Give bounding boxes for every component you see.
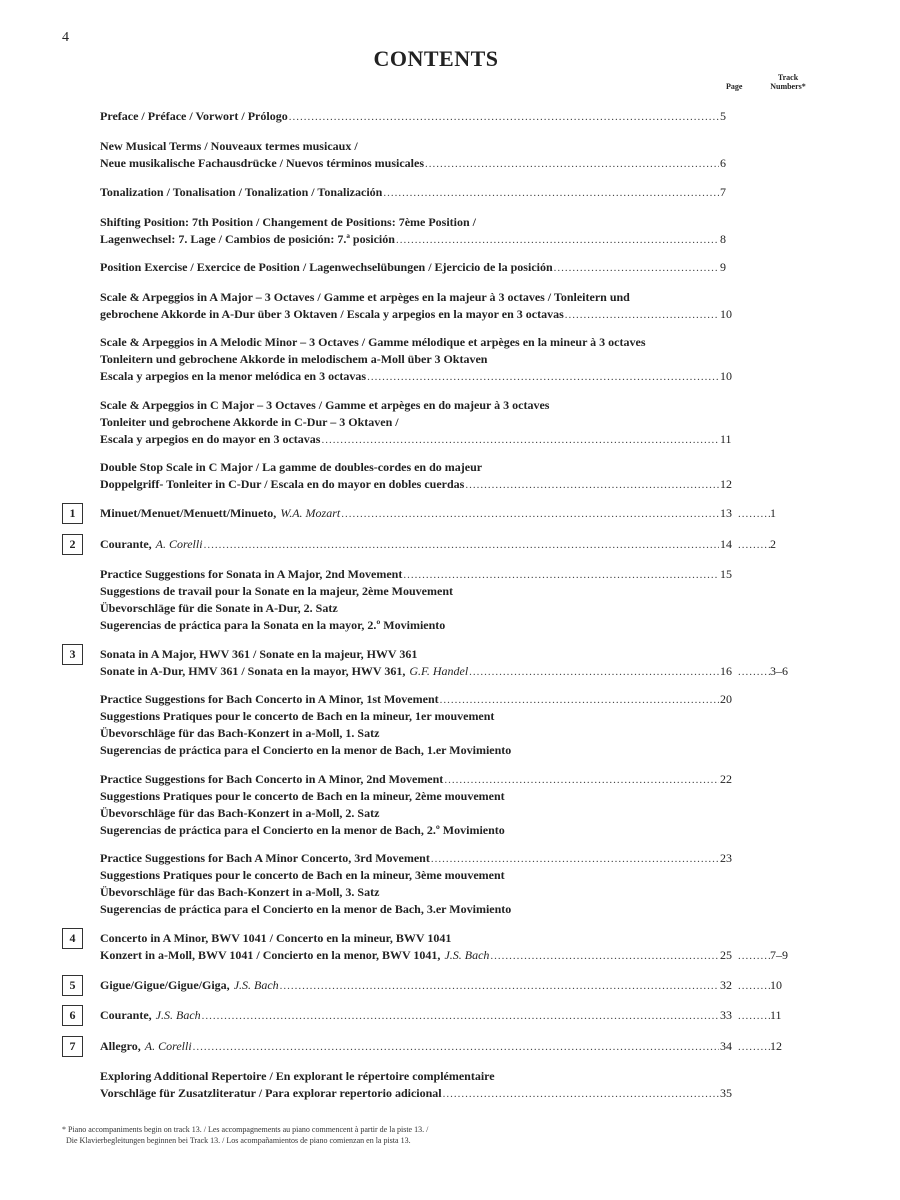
track-leader-dots <box>738 978 770 995</box>
entry-title-line: Suggestions Pratiques pour le concerto de Bach en la mineur, 2ème mouvement <box>100 789 505 803</box>
page-ref: 35 <box>720 1086 732 1100</box>
page-ref: 22 <box>720 772 732 786</box>
toc-entry[interactable] <box>100 184 792 201</box>
track-leader-dots <box>738 948 770 965</box>
leader-dots <box>443 1086 719 1103</box>
entry-title-line: Übevorschläge für das Bach-Konzert in a-Moll, 3. Satz <box>100 885 380 899</box>
page-ref: 16 <box>720 664 732 678</box>
page-ref: 9 <box>720 260 726 274</box>
entry-title-line: Courante, <box>100 537 152 551</box>
entry-title-line: Suggestions de travail pour la Sonate en la majeur, 2ème Mouvement <box>100 584 453 598</box>
toc-entry[interactable] <box>100 505 792 522</box>
toc-entry[interactable] <box>100 850 792 918</box>
leader-dots <box>202 1008 719 1025</box>
entry-title-line: Exploring Additional Repertoire / En explorant le répertoire complémentaire <box>100 1069 495 1083</box>
entry-title-line: Sugerencias de práctica para la Sonata en la mayor, 2.º Movimiento <box>100 618 446 632</box>
page-ref: 15 <box>720 567 732 581</box>
toc-entry[interactable] <box>100 1007 792 1024</box>
toc-entry[interactable] <box>100 1038 792 1055</box>
track-leader-dots <box>738 506 770 523</box>
page-ref: 33 <box>720 1008 732 1022</box>
entry-title-line: Sugerencias de práctica para el Concierto en la menor de Bach, 3.er Movimiento <box>100 902 512 916</box>
entry-title-line: Tonleiter und gebrochene Akkorde in C-Dur – 3 Oktaven / <box>100 415 399 429</box>
toc-entry[interactable] <box>100 459 792 493</box>
column-header-track-line2: Numbers* <box>770 82 806 91</box>
column-header-track-line1: Track <box>777 73 799 82</box>
entry-title-line: Minuet/Menuet/Menuett/Minueto, <box>100 506 277 520</box>
composer-name: J.S. Bach <box>233 978 279 992</box>
footnote-line: Die Klavierbegleitungen beginnen bei Track 13. / Los acompañamientos de piano comienzan en la pista 13. <box>66 1136 411 1145</box>
leader-dots <box>465 477 719 494</box>
column-header-page: Page <box>726 82 743 91</box>
track-ref: 2 <box>770 537 776 551</box>
page-ref: 7 <box>720 185 726 199</box>
toc-entry[interactable] <box>100 108 792 125</box>
leader-dots <box>341 506 719 523</box>
entry-title-line: Practice Suggestions for Bach Concerto in A Minor, 1st Movement <box>100 692 439 706</box>
page-ref: 32 <box>720 978 732 992</box>
piece-number-box: 5 <box>62 975 83 996</box>
entry-title-line: Vorschläge für Zusatzliteratur / Para explorar repertorio adicional <box>100 1086 442 1100</box>
leader-dots <box>431 851 719 868</box>
page-ref: 34 <box>720 1039 732 1053</box>
footnote-line: * Piano accompaniments begin on track 13. / Les accompagnements au piano commencent à partir de la piste 13. / <box>62 1125 429 1134</box>
leader-dots <box>403 567 719 584</box>
entry-title-line: Übevorschläge für das Bach-Konzert in a-Moll, 1. Satz <box>100 726 380 740</box>
composer-name: J.S. Bach <box>444 948 490 962</box>
toc-entry[interactable] <box>100 691 792 759</box>
page-title: CONTENTS <box>373 46 499 71</box>
leader-dots <box>280 978 719 995</box>
entry-title-line: Practice Suggestions for Bach A Minor Concerto, 3rd Movement <box>100 851 430 865</box>
track-leader-dots <box>738 537 770 554</box>
entry-title-line: Tonalization / Tonalisation / Tonalization / Tonalización <box>100 185 383 199</box>
page-ref: 6 <box>720 156 726 170</box>
leader-dots <box>469 664 719 681</box>
entry-title-line: Preface / Préface / Vorwort / Prólogo <box>100 109 288 123</box>
entry-title-line: Scale & Arpeggios in A Major – 3 Octaves / Gamme et arpèges en la majeur à 3 octaves / Tonleitern und <box>100 290 630 304</box>
entry-title-line: gebrochene Akkorde in A-Dur über 3 Oktaven / Escala y arpegios en la mayor en 3 octavas <box>100 307 564 321</box>
toc-entry[interactable] <box>100 259 792 276</box>
entry-title-line: Doppelgriff- Tonleiter in C-Dur / Escala en do mayor en dobles cuerdas <box>100 477 465 491</box>
toc-entry[interactable] <box>100 1068 792 1102</box>
track-leader-dots <box>738 664 770 681</box>
piece-number-box: 3 <box>62 644 83 665</box>
composer-name: W.A. Mozart <box>280 506 341 520</box>
entry-title-line: Neue musikalische Fachausdrücke / Nuevos términos musicales <box>100 156 424 170</box>
track-ref: 12 <box>770 1039 782 1053</box>
leader-dots <box>383 185 719 202</box>
entry-title-line: Sonata in A Major, HWV 361 / Sonate en la majeur, HWV 361 <box>100 647 418 661</box>
footnote <box>62 1124 428 1146</box>
toc-entry[interactable] <box>100 397 792 448</box>
leader-dots <box>565 307 719 324</box>
page-ref: 25 <box>720 948 732 962</box>
column-header-track <box>764 73 812 91</box>
entry-title-line: Escala y arpegios en do mayor en 3 octavas <box>100 432 321 446</box>
entry-title-line: Sugerencias de práctica para el Concierto en la menor de Bach, 1.er Movimiento <box>100 743 512 757</box>
page-number: 4 <box>62 30 69 45</box>
entry-title-line: Practice Suggestions for Sonata in A Major, 2nd Movement <box>100 567 403 581</box>
toc-entry[interactable] <box>100 334 792 385</box>
entry-title-line: Scale & Arpeggios in A Melodic Minor – 3 Octaves / Gamme mélodique et arpèges en la mineur à 3 octaves <box>100 335 646 349</box>
track-leader-dots <box>738 1008 770 1025</box>
toc-entry[interactable] <box>100 214 792 248</box>
track-leader-dots <box>738 1039 770 1056</box>
page-ref: 12 <box>720 477 732 491</box>
toc-entry[interactable] <box>100 646 792 680</box>
piece-number-box: 6 <box>62 1005 83 1026</box>
entry-title-line: Allegro, <box>100 1039 141 1053</box>
entry-title-line: Position Exercise / Exercice de Position / Lagenwechselübungen / Ejercicio de la posición <box>100 260 553 274</box>
track-ref: 7–9 <box>770 948 788 962</box>
toc-entry[interactable] <box>100 566 792 634</box>
entry-title-line: Tonleitern und gebrochene Akkorde in melodischem a-Moll über 3 Oktaven <box>100 352 488 366</box>
piece-number-box: 2 <box>62 534 83 555</box>
piece-number-box: 1 <box>62 503 83 524</box>
composer-name: A. Corelli <box>155 537 203 551</box>
leader-dots <box>193 1039 719 1056</box>
entry-title-line: Practice Suggestions for Bach Concerto in A Minor, 2nd Movement <box>100 772 444 786</box>
entry-title-line: Konzert in a-Moll, BWV 1041 / Concierto en la menor, BWV 1041, <box>100 948 441 962</box>
piece-number-box: 7 <box>62 1036 83 1057</box>
entry-title-line: Escala y arpegios en la menor melódica en 3 octavas <box>100 369 367 383</box>
composer-name: J.S. Bach <box>155 1008 201 1022</box>
page-ref: 5 <box>720 109 726 123</box>
toc-entry[interactable] <box>100 138 792 172</box>
toc-entry[interactable] <box>100 771 792 839</box>
page-ref: 10 <box>720 369 732 383</box>
leader-dots <box>367 369 719 386</box>
track-ref: 3–6 <box>770 664 788 678</box>
leader-dots <box>440 692 719 709</box>
page-ref: 10 <box>720 307 732 321</box>
entry-title-line: Sonate in A-Dur, HMV 361 / Sonata en la mayor, HWV 361, <box>100 664 406 678</box>
entry-title-line: Suggestions Pratiques pour le concerto de Bach en la mineur, 3ème mouvement <box>100 868 505 882</box>
leader-dots <box>444 772 719 789</box>
entry-title-line: Double Stop Scale in C Major / La gamme de doubles-cordes en do majeur <box>100 460 483 474</box>
entry-title-line: Scale & Arpeggios in C Major – 3 Octaves / Gamme et arpèges en do majeur à 3 octaves <box>100 398 550 412</box>
page-ref: 11 <box>720 432 732 446</box>
page-ref: 13 <box>720 506 732 520</box>
composer-name: G.F. Handel <box>409 664 469 678</box>
page-ref: 14 <box>720 537 732 551</box>
page-ref: 20 <box>720 692 732 706</box>
entry-title-line: Concerto in A Minor, BWV 1041 / Concerto en la mineur, BWV 1041 <box>100 931 452 945</box>
track-ref: 1 <box>770 506 776 520</box>
entry-title-line: Suggestions Pratiques pour le concerto de Bach en la mineur, 1er mouvement <box>100 709 495 723</box>
entry-title-line: Shifting Position: 7th Position / Changement de Positions: 7ème Position / <box>100 215 477 229</box>
entry-title-line: New Musical Terms / Nouveaux termes musicaux / <box>100 139 358 153</box>
toc-entry[interactable] <box>100 536 792 553</box>
leader-dots <box>204 537 719 554</box>
entry-title-line: Sugerencias de práctica para el Concierto en la menor de Bach, 2.º Movimiento <box>100 823 505 837</box>
leader-dots <box>425 156 719 173</box>
leader-dots <box>321 432 719 449</box>
track-ref: 11 <box>770 1008 782 1022</box>
leader-dots <box>396 232 719 249</box>
page-ref: 8 <box>720 232 726 246</box>
entry-title-line: Gigue/Gigue/Gigue/Giga, <box>100 978 230 992</box>
composer-name: A. Corelli <box>144 1039 192 1053</box>
entry-title-line: Übevorschläge für die Sonate in A-Dur, 2. Satz <box>100 601 338 615</box>
entry-title-line: Courante, <box>100 1008 152 1022</box>
entry-title-line: Übevorschläge für das Bach-Konzert in a-Moll, 2. Satz <box>100 806 380 820</box>
leader-dots <box>554 260 719 277</box>
leader-dots <box>490 948 719 965</box>
track-ref: 10 <box>770 978 782 992</box>
leader-dots <box>289 109 719 126</box>
page-ref: 23 <box>720 851 732 865</box>
piece-number-box: 4 <box>62 928 83 949</box>
entry-title-line: Lagenwechsel: 7. Lage / Cambios de posición: 7.ª posición <box>100 232 395 246</box>
toc-entry[interactable] <box>100 289 792 323</box>
toc-entry[interactable] <box>100 977 792 994</box>
toc-entry[interactable] <box>100 930 792 964</box>
